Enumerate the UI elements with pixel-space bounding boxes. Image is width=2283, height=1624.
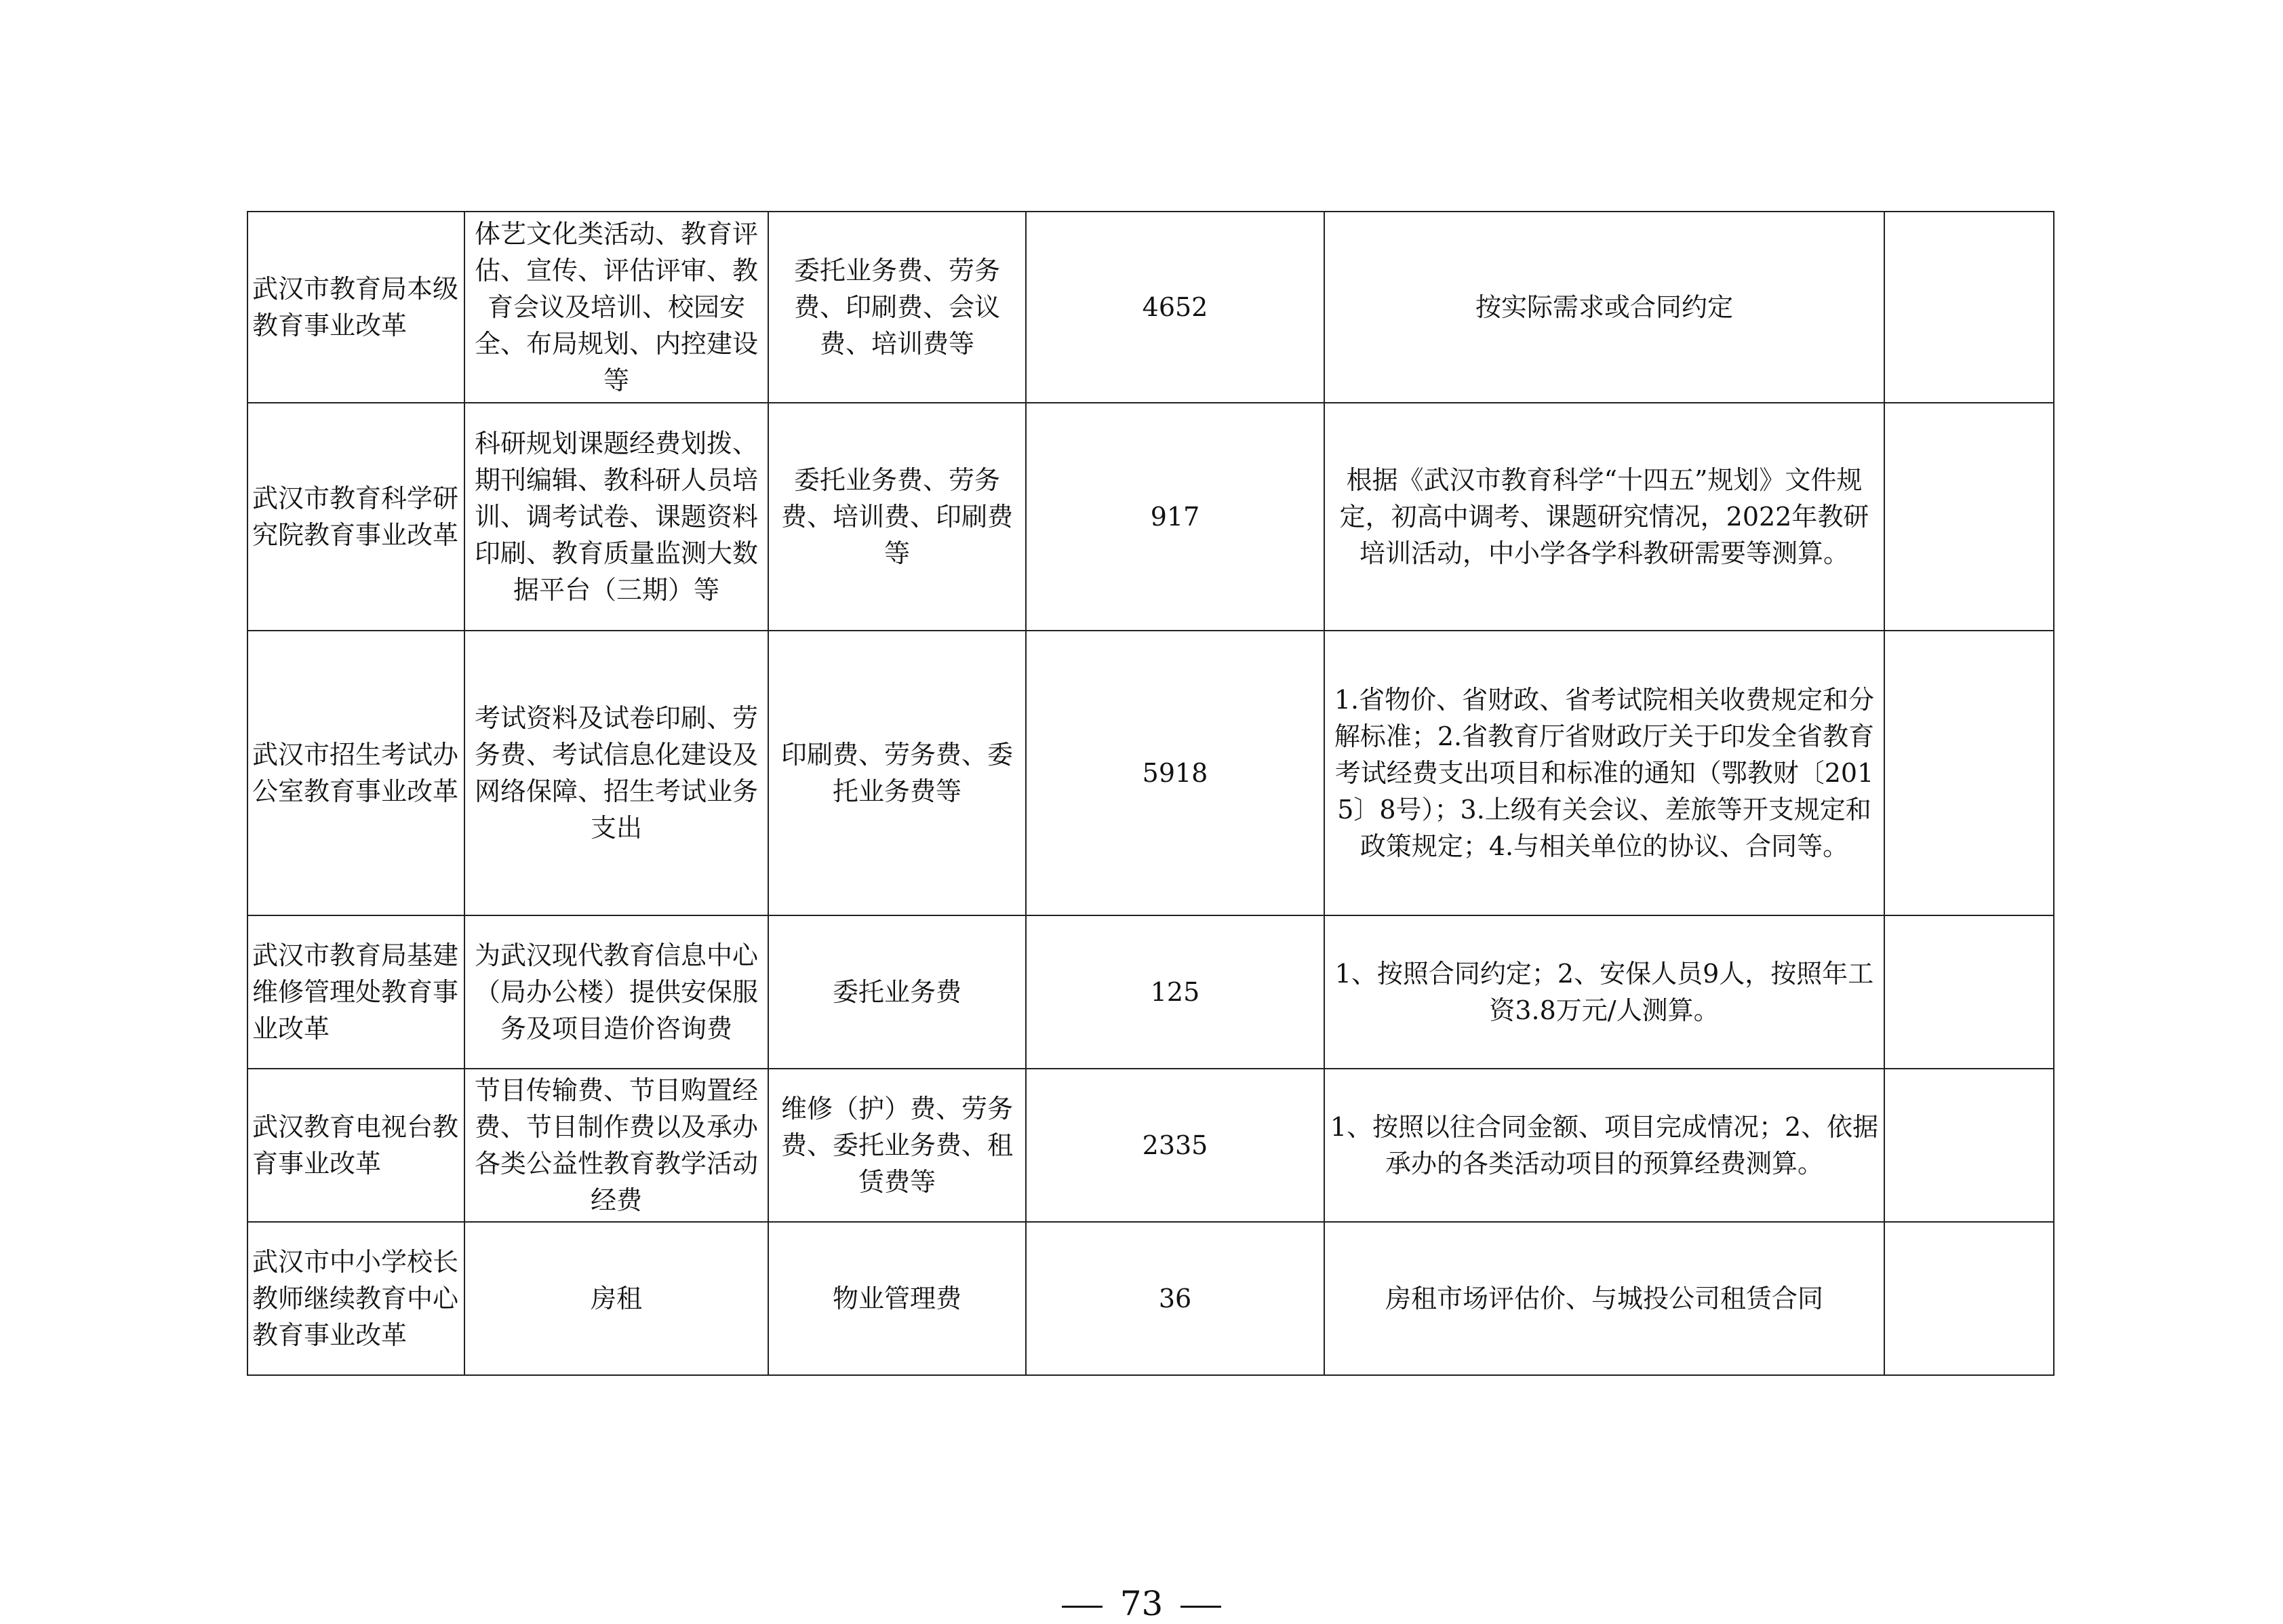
cell-content: 房租 — [464, 1222, 768, 1375]
cell-content: 为武汉现代教育信息中心（局办公楼）提供安保服务及项目造价咨询费 — [464, 915, 768, 1069]
cell-amount: 4652 — [1026, 212, 1324, 403]
cell-basis: 房租市场评估价、与城投公司租赁合同 — [1324, 1222, 1884, 1375]
footer-dash-left — [1062, 1606, 1103, 1608]
cell-content: 节目传输费、节目购置经费、节目制作费以及承办各类公益性教育教学活动经费 — [464, 1069, 768, 1222]
cell-economic-category: 维修（护）费、劳务费、委托业务费、租赁费等 — [768, 1069, 1026, 1222]
cell-note — [1884, 915, 2054, 1069]
cell-amount: 917 — [1026, 403, 1324, 631]
table-row — [247, 631, 2054, 915]
cell-basis: 1、按照合同约定；2、安保人员9人，按照年工资3.8万元/人测算。 — [1324, 915, 1884, 1069]
cell-note — [1884, 1222, 2054, 1375]
cell-note — [1884, 403, 2054, 631]
cell-content: 体艺文化类活动、教育评估、宣传、评估评审、教育会议及培训、校园安全、布局规划、内控建设等 — [464, 212, 768, 403]
cell-amount: 5918 — [1026, 631, 1324, 915]
cell-economic-category: 委托业务费、劳务费、培训费、印刷费等 — [768, 403, 1026, 631]
cell-note — [1884, 212, 2054, 403]
cell-unit: 武汉市教育局本级教育事业改革 — [247, 212, 464, 403]
cell-unit: 武汉市教育科学研究院教育事业改革 — [247, 403, 464, 631]
table-row — [247, 1069, 2054, 1222]
table-row — [247, 915, 2054, 1069]
budget-table — [247, 211, 2054, 1376]
table-row — [247, 403, 2054, 631]
footer-dash-right — [1180, 1606, 1221, 1608]
cell-unit: 武汉市教育局基建维修管理处教育事业改革 — [247, 915, 464, 1069]
cell-unit: 武汉市招生考试办公室教育事业改革 — [247, 631, 464, 915]
cell-basis: 按实际需求或合同约定 — [1324, 212, 1884, 403]
cell-basis: 1.省物价、省财政、省考试院相关收费规定和分解标准；2.省教育厅省财政厅关于印发全省教育考试经费支出项目和标准的通知（鄂教财〔2015〕8号）；3.上级有关会议、差旅等开支规定和政策规定；4.与相关单位的协议、合同等。 — [1324, 631, 1884, 915]
cell-note — [1884, 1069, 2054, 1222]
cell-unit: 武汉市中小学校长教师继续教育中心教育事业改革 — [247, 1222, 464, 1375]
cell-note — [1884, 631, 2054, 915]
cell-basis: 根据《武汉市教育科学“十四五”规划》文件规定，初高中调考、课题研究情况，2022年教研培训活动，中小学各学科教研需要等测算。 — [1324, 403, 1884, 631]
table-row — [247, 212, 2054, 403]
page-footer — [0, 1583, 2283, 1624]
cell-economic-category: 委托业务费、劳务费、印刷费、会议费、培训费等 — [768, 212, 1026, 403]
cell-amount: 2335 — [1026, 1069, 1324, 1222]
cell-basis: 1、按照以往合同金额、项目完成情况；2、依据承办的各类活动项目的预算经费测算。 — [1324, 1069, 1884, 1222]
cell-economic-category: 印刷费、劳务费、委托业务费等 — [768, 631, 1026, 915]
cell-content: 科研规划课题经费划拨、期刊编辑、教科研人员培训、调考试卷、课题资料印刷、教育质量监测大数据平台（三期）等 — [464, 403, 768, 631]
cell-content: 考试资料及试卷印刷、劳务费、考试信息化建设及网络保障、招生考试业务支出 — [464, 631, 768, 915]
cell-unit: 武汉教育电视台教育事业改革 — [247, 1069, 464, 1222]
table-row — [247, 1222, 2054, 1375]
page-number: 73 — [1119, 1584, 1164, 1623]
cell-economic-category: 物业管理费 — [768, 1222, 1026, 1375]
cell-amount: 125 — [1026, 915, 1324, 1069]
cell-economic-category: 委托业务费 — [768, 915, 1026, 1069]
cell-amount: 36 — [1026, 1222, 1324, 1375]
